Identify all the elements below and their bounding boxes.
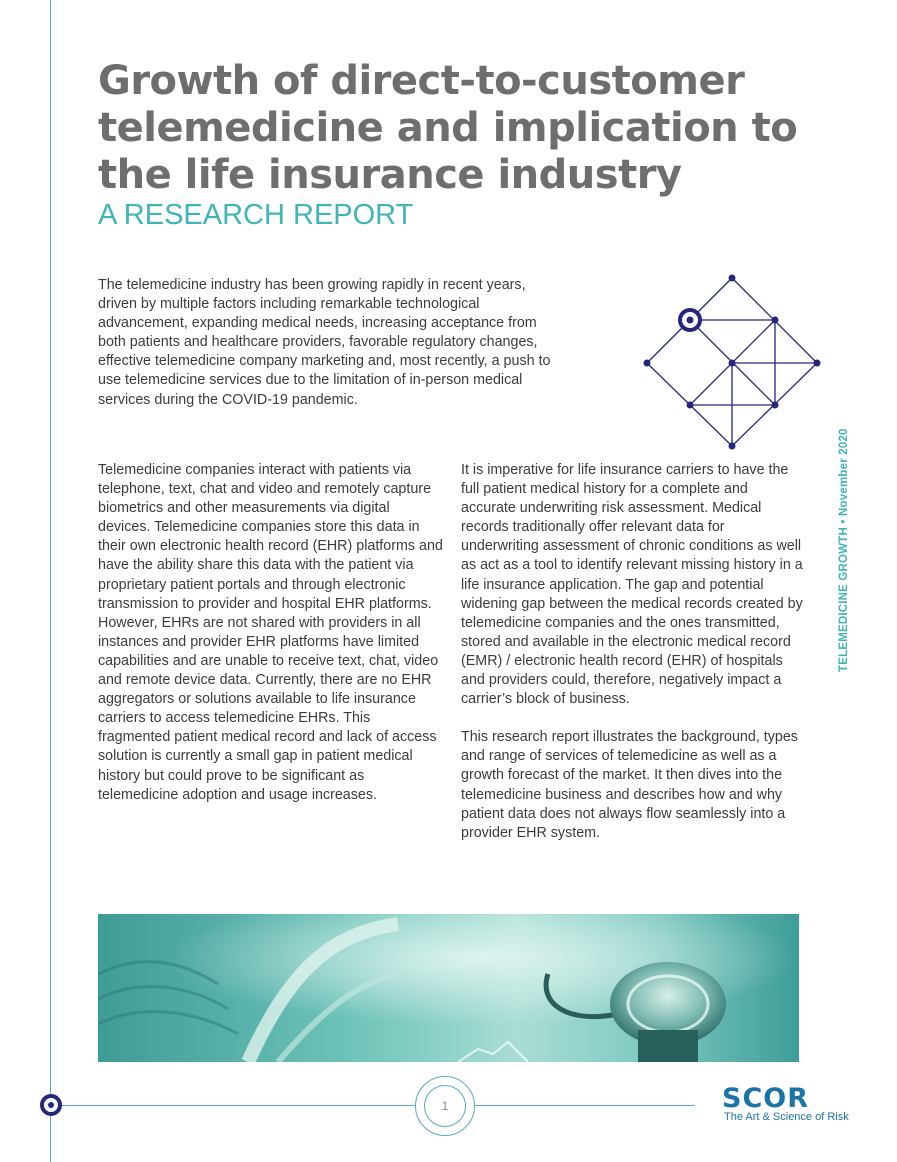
- left-column-paragraph: Telemedicine companies interact with patients via telephone, text, chat and video and remotely capture biometrics and other measurements via digital devices. Telemedicine companies store this data in their own electronic health record (EHR) platforms and have the ability share this data with the patient via proprietary patient portals and through electronic transmission to provider and hospital EHR platforms. However, EHRs are not shared with providers in all instances and provider EHR platforms have limited capabilities and are unable to receive text, chat, video and remote device data. Currently, there are no EHR aggregators or solutions available to life insurance carriers to access telemedicine EHRs. This fragmented patient medical record and lack of access solution is currently a small gap in patient medical history but could prove to be significant as telemedicine adoption and usage increases.: [98, 462, 443, 803]
- page-number-inner-ring: [424, 1085, 466, 1127]
- page-subtitle: A RESEARCH REPORT: [98, 199, 414, 231]
- page-number-ring: [415, 1076, 475, 1136]
- page-number: 1: [441, 1099, 449, 1113]
- intro-paragraph: The telemedicine industry has been growing rapidly in recent years, driven by multiple factors including remarkable technological advancement, expanding medical needs, increasing acceptance from both patients and healthcare providers, favorable regulatory changes, effective telemedicine company marketing and, most recently, a push to use telemedicine services due to the limitation of in-person medical services during the COVID-19 pandemic.: [98, 277, 551, 408]
- right-column-paragraph-1: It is imperative for life insurance carriers to have the full patient medical history for a complete and accurate underwriting risk assessment. Medical records traditionally offer relevant data for underwriting assessment of chronic conditions as well as act as a tool to identify relevant missing history in a life insurance application. The gap and potential widening gap between the medical records created by telemedicine companies and the ones transmitted, stored and available in the electronic medical record (EMR) / electronic health record (EHR) of hospitals and providers could, therefore, negatively impact a carrier’s block of business.: [461, 462, 803, 708]
- side-label-separator: •: [838, 515, 850, 527]
- logo-word: SCOR: [722, 1083, 810, 1111]
- right-column-paragraph-2: This research report illustrates the background, types and range of services of telemedicine as well as a growth forecast of the market. It then dives into the telemedicine business and describes how and why patient data does not always flow seamlessly into a provider EHR system.: [461, 729, 798, 841]
- right-column: [461, 461, 806, 843]
- stethoscope-photo: [98, 914, 799, 1062]
- left-column: [98, 461, 443, 805]
- network-graphic-icon: [630, 268, 840, 458]
- side-section-label: [838, 428, 850, 672]
- left-border-line: [50, 0, 51, 1162]
- page-title: Growth of direct-to-customer telemedicine and implication to the life insurance industry: [98, 58, 798, 198]
- scor-wordmark-icon: [722, 1083, 852, 1111]
- corner-ring-icon: [40, 1094, 62, 1116]
- side-label-date: November 2020: [838, 428, 850, 516]
- logo-tagline: The Art & Science of Risk: [724, 1111, 849, 1123]
- footer-line: [50, 1105, 695, 1106]
- side-label-section: TELEMEDICINE GROWTH: [838, 527, 850, 672]
- scor-logo: [722, 1083, 852, 1128]
